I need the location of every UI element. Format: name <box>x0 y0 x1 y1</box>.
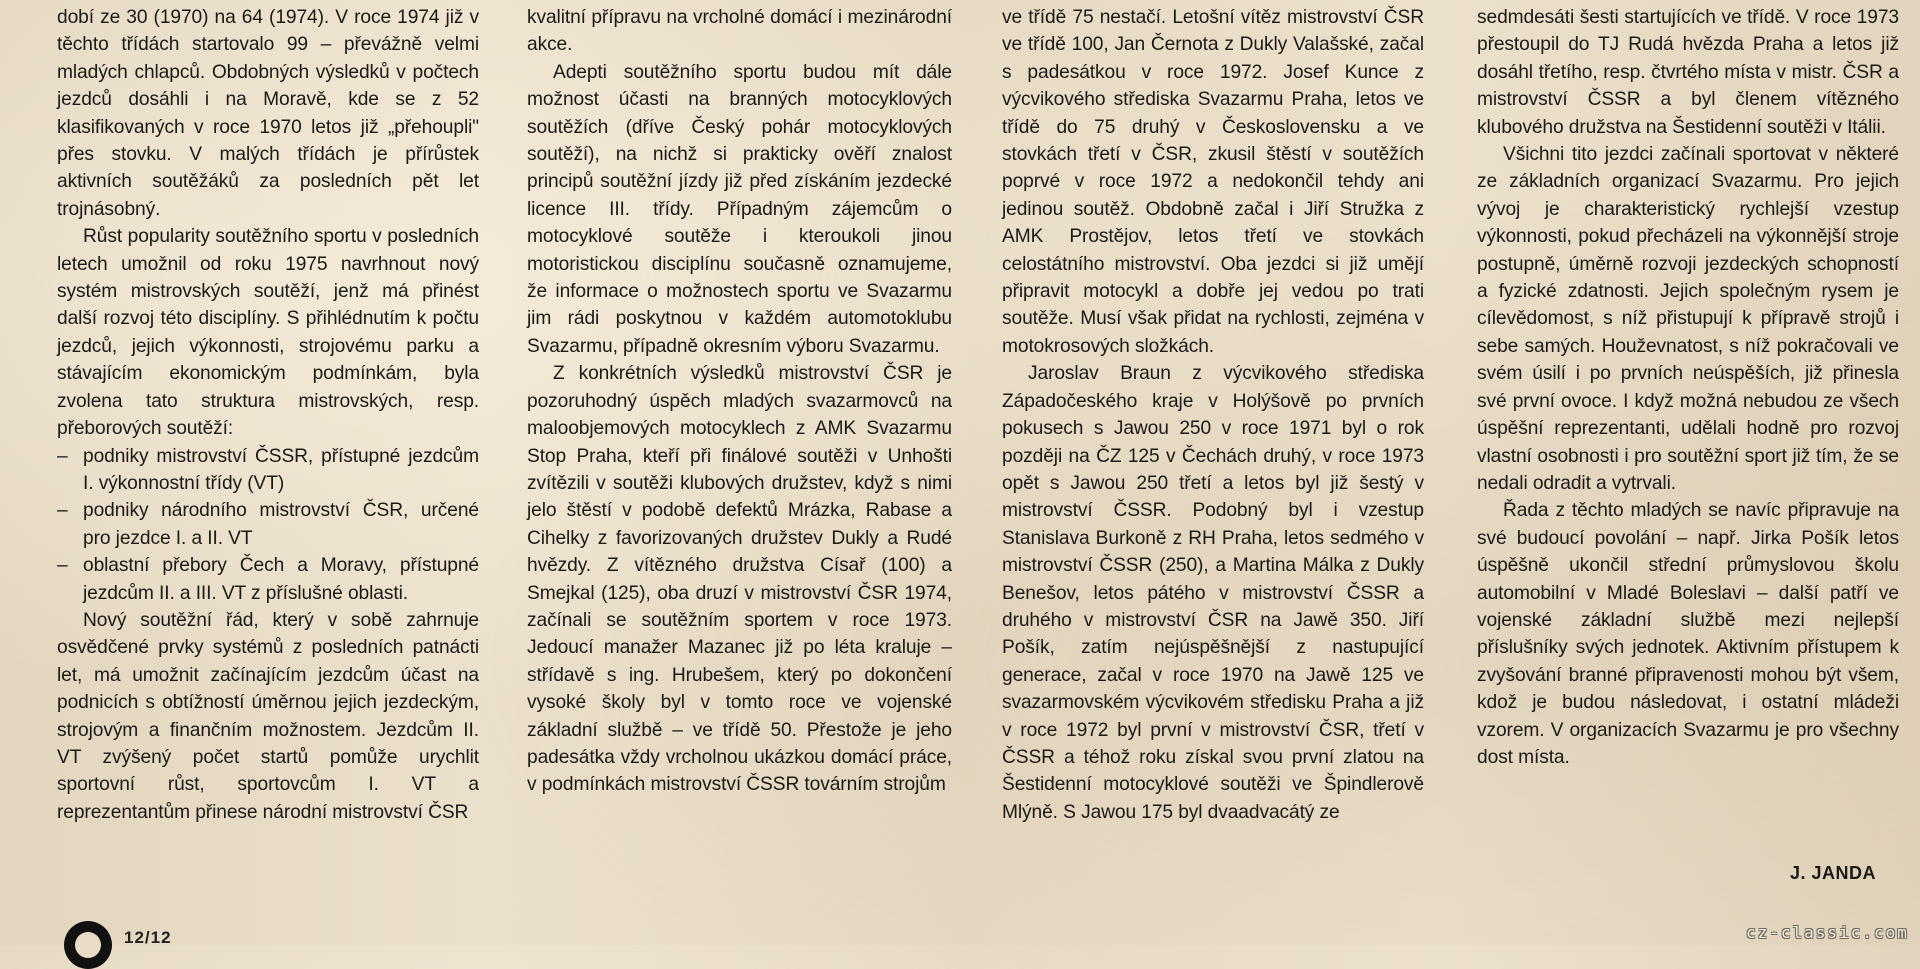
paragraph: Jaroslav Braun z výcvikového střediska Západočeského kraje v Holýšově po prvních pokusech s Jawou 250 v roce 1971 byl o rok později na ČZ 125 v Čechách druhý, v roce 1973 opět s Jawou 250 třetí a letos byl již šestý v mistrovství ČSSR. Podobný byl i vzestup Stanislava Burkoně z RH Praha, letos sedmého v mistrovství ČSSR (250), a Martina Málka z Dukly Benešov, letos pátého v mistrovství ČSSR a druhého v mistrovství ČSR na Jawě 350. Jiří Pošík, zatím nejúspěšnější z nastupující generace, začal v roce 1970 na Jawě 125 ve svazarmovském výcvikovém středisku Praha a již v roce 1972 byl první v mistrovství ČSR, třetí v ČSSR a téhož roku získal svou první zlatou na Šestidenní motocyklové soutěži ve Špindlerově Mlýně. S Jawou 175 byl dvaadvacátý ze <box>1002 363 1424 823</box>
paragraph: Všichni tito jezdci začínali sportovat v některé ze základních organizací Svazarmu. Pro jejich vývoj je charakteristický rychlejší vzestup výkonnosti, pokud přecházeli na výkonnější stroje postupně, úměrně rozvoji jezdeckých schopností a fyzické zdatnosti. Jejich společným rysem je cílevědomost, s níž přistupují k přípravě strojů i sebe samých. Houževnatost, s níž pokračovali ve svém úsilí i po prvních neúspěších, již přinesla své první ovoce. I když možná nebudou ze všech úspěšní reprezentanti, udělali hodně pro rozvoj vlastní osobnosti i pro soutěžní sport již tím, že se nedali odradit a vytrvali. <box>1477 144 1899 494</box>
page-number: 12/12 <box>124 928 172 947</box>
paragraph: ve třídě 75 nestačí. Letošní vítěz mistrovství ČSR ve třídě 100, Jan Černota z Dukly Valašské, začal s padesátkou v roce 1972. Josef Kunce z výcvikového střediska Svazarmu Praha, letos ve třídě do 75 druhý v Československu a ve stovkách třetí v ČSR, zkusil štěstí v soutěžích poprvé v roce 1972 a nedokončil tehdy ani jedinou soutěž. Obdobně začal i Jiří Stružka z AMK Prostějov, letos třetí ve stovkách celostátního mistrovství. Oba jezdci si již umějí připravit motocykl a dobře jej vedou po trati soutěže. Musí však přidat na rychlosti, zejména v motokrosových složkách. <box>1002 7 1424 357</box>
list-item-text: podniky národního mistrovství ČSR, určené pro jezdce I. a II. VT <box>83 500 479 549</box>
bullet-list <box>57 443 479 607</box>
paragraph: Růst popularity soutěžního sportu v posledních letech umožnil od roku 1975 navrhnout nový systém mistrovských soutěží, jenž má přinést další rozvoj této disciplíny. S přihlédnutím k počtu jezdců, jejich výkonnosti, strojovému parku a stávajícím ekonomickým podmínkám, byla zvolena tato struktura mistrovských, resp. přeborových soutěží: <box>57 226 479 440</box>
circle-logo-icon <box>64 921 112 969</box>
paragraph: kvalitní přípravu na vrcholné domácí i mezinárodní akce. <box>527 7 952 56</box>
watermark: cz-classic.com <box>1746 923 1909 942</box>
paragraph: sedmdesáti šesti startujících ve třídě. V roce 1973 přestoupil do TJ Rudá hvězda Praha a letos již dosáhl třetího, resp. čtvrtého místa v mistr. ČSR a mistrovství ČSSR a byl členem vítězného klubového družstva na Šestidenní soutěži v Itálii. <box>1477 7 1899 138</box>
list-item-text: oblastní přebory Čech a Moravy, přístupné jezdcům II. a III. VT z příslušné oblasti. <box>83 555 479 604</box>
dash-marker: – <box>57 500 68 522</box>
paragraph: dobí ze 30 (1970) na 64 (1974). V roce 1974 již v těchto třídách startovalo 99 – převážně velmi mladých chlapců. Obdobných výsledků v počtech jezdců dosáhli i na Moravě, kde se z 52 klasifikovaných v roce 1970 letos již „přehoupli" přes stovku. V malých třídách je přírůstek aktivních soutěžáků za posledních pět let trojnásobný. <box>57 7 479 220</box>
article-column-4 <box>1477 4 1899 771</box>
author-signature: J. JANDA <box>1790 863 1877 883</box>
list-item <box>57 497 479 552</box>
article-column-1 <box>57 4 479 826</box>
paragraph: Řada z těchto mladých se navíc připravuje na své budoucí povolání – např. Jirka Pošík letos úspěšně ukončil střední průmyslovou školu automobilní v Mladé Boleslavi – další patří ve vojenské základní službě mezi nejlepší příslušníky svých jednotek. Aktivním přístupem k zvyšování branné připravenosti mohou být všem, kdož je budou následovat, i ostatní mládeži vzorem. V organizacích Svazarmu je pro všechny dost místa. <box>1477 500 1899 768</box>
article-column-2 <box>527 4 952 799</box>
paragraph: Nový soutěžní řád, který v sobě zahrnuje osvědčené prvky systémů z posledních patnácti let, má umožnit začínajícím jezdcům účast na podnicích s obtížností úměrnou jejich jezdeckým, strojovým a finančním možnostem. Jezdcům II. VT zvýšený počet startů pomůže urychlit sportovní růst, sportovcům I. VT a reprezentantům přinese národní mistrovství ČSR <box>57 609 479 823</box>
article-column-3 <box>1002 4 1424 826</box>
list-item <box>57 443 479 498</box>
list-item-text: podniky mistrovství ČSSR, přístupné jezdcům I. výkonnostní třídy (VT) <box>83 445 479 494</box>
paragraph: Z konkrétních výsledků mistrovství ČSR je pozoruhodný úspěch mladých svazarmovců na maloobjemových motocyklech z AMK Svazarmu Stop Praha, kteří při finálové soutěži v Unhošti zvítězili v soutěži klubových družstev, když s nimi jelo štěstí v podobě defektů Mrázka, Rabase a Cihelky z favorizovaných družstev Dukly a Rudé hvězdy. Z vítězného družstva Císař (100) a Smejkal (125), oba druzí v mistrovství ČSR 1974, začínali se soutěžním sportem v roce 1973. Jedoucí manažer Mazanec již po léta kraluje – střídavě s ing. Hrubešem, který po dokončení vysoké školy byl v tomto roce ve vojenské základní službě – ve třídě 50. Přestože je jeho padesátka vždy vrcholnou ukázkou domácí práce, v podmínkách mistrovství ČSSR továrním strojům <box>527 363 952 796</box>
dash-marker: – <box>57 555 68 577</box>
list-item <box>57 552 479 607</box>
dash-marker: – <box>57 445 68 467</box>
paragraph: Adepti soutěžního sportu budou mít dále možnost účasti na branných motocyklových soutěžích (dříve Český pohár motocyklových soutěží), na nichž si prakticky ověří znalost principů soutěžní jízdy již před získáním jezdecké licence III. třídy. Případným zájemcům o motocyklové soutěže i kteroukoli jinou motoristickou disciplínu současně oznamujeme, že informace o možnostech sportu ve Svazarmu jim rádi poskytnou v každém automotoklubu Svazarmu, případně okresním výboru Svazarmu. <box>527 61 952 357</box>
